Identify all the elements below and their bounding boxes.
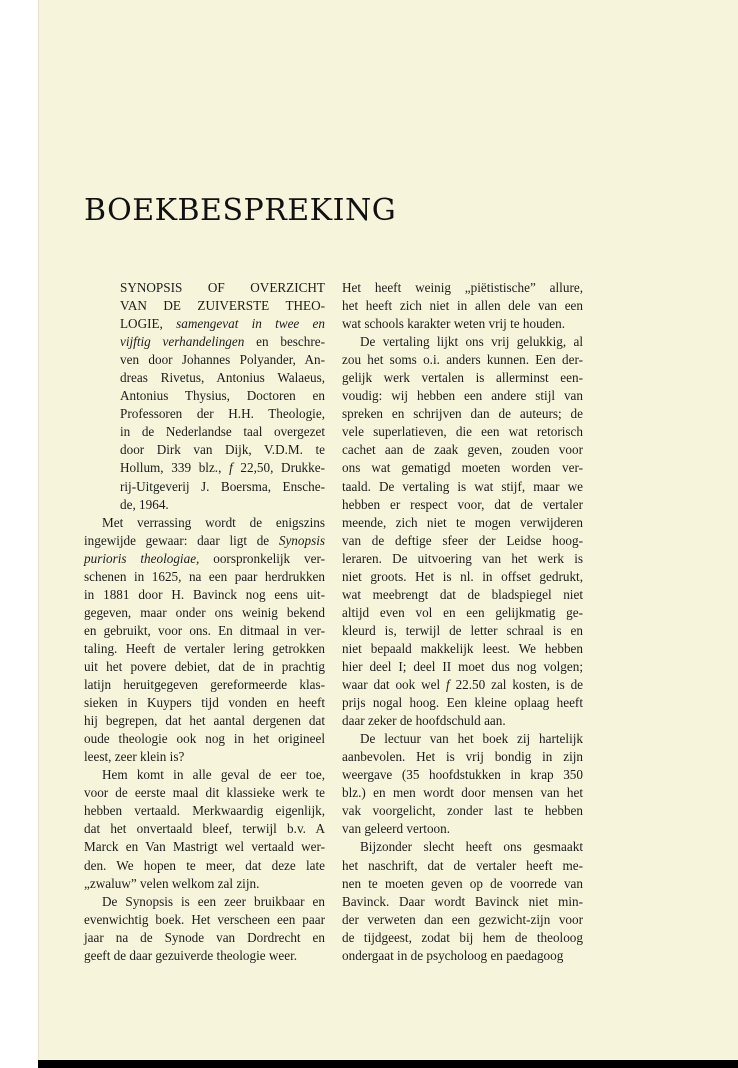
text-line: Bijzonder slecht heeft ons gesmaakt [360,839,583,855]
text-line: den. We hopen te meer, dat deze late [84,857,325,873]
text-line: Met verrassing wordt de enigszins [102,514,325,530]
text-line: sieken in Kuypers tijd vonden en heeft [84,695,325,711]
text-line: geeft de daar gezuiverde theologie weer. [84,947,298,963]
text-line: wat meebrengt dat de bladspiegel niet [342,586,583,602]
text-line: evenwichtig boek. Het verscheen een paar [84,911,325,927]
text-line: het naschrift, dat de vertaler heeft me- [342,857,583,873]
citation-line: SYNOPSIS OF OVERZICHT [120,280,325,295]
text-line: vak voorgelicht, zonder last te hebben [342,803,583,819]
paragraph [84,514,325,767]
citation-fragment: 22,50, Drukke- [240,460,325,476]
text-line: voudig: wij hebben een andere stijl van [342,388,583,404]
text-line: Hem komt in alle geval de eer toe, [102,767,325,783]
text-line [342,676,583,694]
text-line: leest, zeer klein is? [84,749,185,765]
text-line: hebben er respect voor, dat de vertaler [342,496,583,512]
paragraph [342,730,583,838]
text-line: Bavinck. Daar wordt Bavinck niet min- [342,893,583,909]
text-line: De vertaling lijkt ons vrij gelukkig, al [360,334,583,350]
paragraph [342,838,583,964]
citation-subtitle-italic: samengevat in twee en [176,316,325,332]
citation-line: de, 1964. [120,496,169,512]
bottom-edge-rule [38,1060,738,1068]
text-line: daar zeker de hoofdschuld aan. [342,713,506,729]
text-line: het heeft zich niet in allen dele van een [342,298,583,314]
text-fragment: 22.50 zal kosten, is de [455,677,584,693]
guilder-sign: f [446,677,450,693]
text-line: De lectuur van het boek zij hartelijk [360,731,583,747]
text-line [84,532,325,550]
text-line: uit het povere debiet, dat de in prachtig [84,658,325,674]
text-line: prijs nogal hoog. Een kleine oplaag heeft [342,695,583,711]
right-column [342,279,583,965]
text-line: kleurd is, terwijl de letter schraal is en [342,622,583,638]
citation-line: door Dirk van Dijk, V.D.M. te [120,442,325,458]
text-line: zou het soms o.i. anders kunnen. Een der- [342,352,583,368]
paragraph [342,333,583,730]
text-line: niet bepaald makkelijk leest. We hebben [342,640,583,656]
text-line: voor de eerste maal dit klassieke werk te [84,785,325,801]
text-line: der verweten dan een gezwicht-zijn voor [342,911,583,927]
text-line: van geleerd vertoon. [342,821,451,837]
text-line: leraren. De uitvoering van het werk is [342,550,583,566]
text-line: de tijdgeest, zodat bij hem de theoloog [342,929,583,945]
text-line: hebben vertaald. Merkwaardig eigenlijk, [84,803,325,819]
text-line: dat het onvertaald bleef, terwijl b.v. A [84,821,325,837]
text-line: „zwaluw” velen welkom zal zijn. [84,875,260,891]
text-line: Het heeft weinig „piëtistische” allure, [342,280,583,295]
paragraph [84,766,325,892]
citation-line: ven door Johannes Polyander, An- [120,352,325,368]
text-line: blz.) en men wordt door mensen van het [342,785,583,801]
citation-line: rij-Uitgeverij J. Boersma, Ensche- [120,478,325,494]
page-heading: BOEKBESPREKING [84,193,397,228]
citation-line: Professoren der H.H. Theologie, [120,406,325,422]
citation-line: Antonius Thysius, Doctoren en [120,388,325,404]
text-fragment: ingewijde gewaar: daar ligt de [84,532,270,548]
italic-title: purioris theologiae, [84,550,200,566]
text-line: weergave (35 hoofdstukken in krap 350 [342,767,583,783]
citation-line [84,333,325,351]
text-line: taald. De vertaling is wat stijf, maar we [342,478,583,494]
text-line: en gebruikt, voor ons. En ditmaal in ver- [84,622,325,638]
text-line [84,550,325,568]
text-line: Marck en Van Mastrigt wel vertaald wer- [84,839,325,855]
left-column [84,279,325,965]
text-line: aanbevolen. Het is vrij bondig in zijn [342,749,583,765]
text-line: nen te moeten geven op de voorrede van [342,875,583,891]
text-line: spreken en schrijven dan de auteurs; de [342,406,583,422]
paragraph [342,279,583,333]
text-line: taling. Heeft de vertaler lering getrokken [84,640,325,656]
text-line: gelijk werk vertalen is allerminst een- [342,370,583,386]
citation-line: in de Nederlandse taal overgezet [120,424,325,440]
text-line: vele superlatieven, die een wat retorisch [342,424,583,440]
text-line: niet groots. Het is nl. in offset gedrukt, [342,568,583,584]
italic-title: Synopsis [278,532,326,548]
guilder-sign: f [229,460,233,476]
text-line: oude theologie ook nog in het origineel [84,731,325,747]
text-line: ons wat gematigd moeten worden ver- [342,460,583,476]
text-fragment: oorspronkelijk ver- [213,550,325,566]
text-fragment: waar dat ook wel [342,677,441,693]
text-line: latijn heruitgegeven gereformeerde klas- [84,677,325,693]
citation-fragment: Hollum, 339 blz., [120,460,222,476]
citation-fragment: LOGIE, [120,316,163,332]
text-line: hier deel I; deel II moet dus nog volgen; [342,658,583,674]
citation-line: dreas Rivetus, Antonius Walaeus, [120,370,325,386]
citation-line [84,315,325,333]
book-citation [84,279,325,514]
text-line: in 1881 door H. Bavinck nog eens uit- [84,586,325,602]
citation-subtitle-italic: vijftig verhandelingen [120,334,245,350]
paragraph [84,893,325,965]
text-line: gegeven, maar onder ons weinig bekend [84,604,325,620]
text-line: meende, zich niet te mogen verwijderen [342,514,583,530]
text-line: De Synopsis is een zeer bruikbaar en [102,893,325,909]
text-line: van de deftige sfeer der Leidse hoog- [342,532,583,548]
text-line: schenen in 1625, na een paar herdrukken [84,568,325,584]
text-line: ondergaat in de psycholoog en paedagoog [342,947,564,963]
text-line: altijd even vol en een gelijkmatig ge- [342,604,583,620]
text-line: cachet aan de zaak geven, zouden voor [342,442,583,458]
citation-line: VAN DE ZUIVERSTE THEO- [120,298,325,314]
citation-line [84,459,325,477]
text-line: wat schools karakter weten vrij te houden. [342,316,566,332]
text-line: hij begrepen, dat het aantal dergenen dat [84,713,325,729]
citation-fragment: en beschre- [256,334,326,350]
text-line: jaar na de Synode van Dordrecht en [84,929,325,945]
